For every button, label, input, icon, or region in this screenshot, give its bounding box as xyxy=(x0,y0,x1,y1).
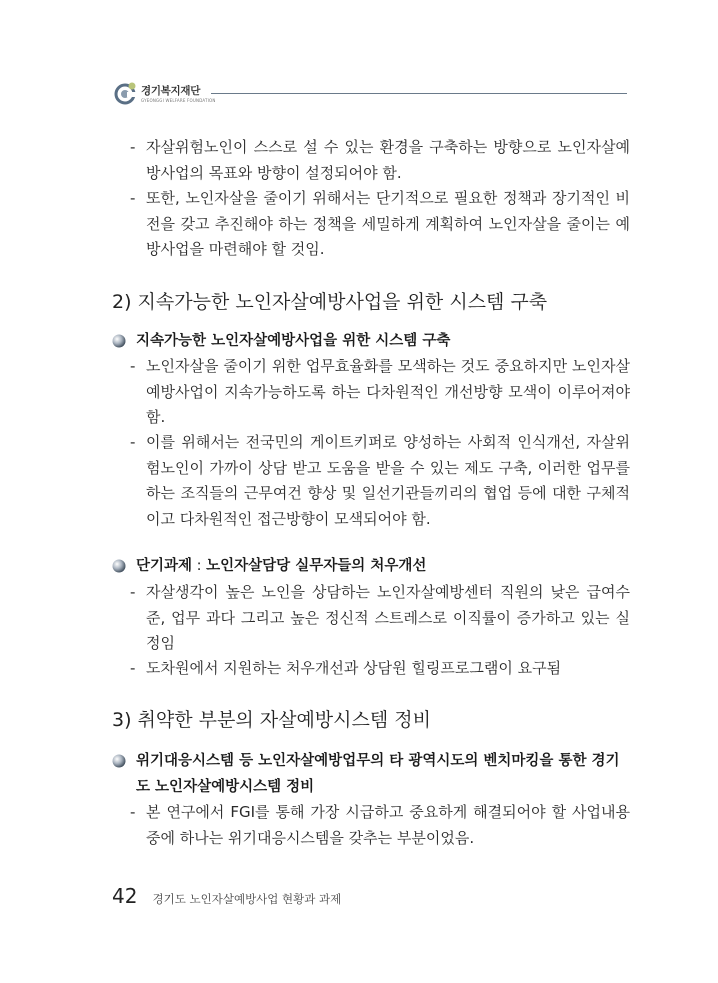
dash-marker: - xyxy=(130,357,136,375)
bullet-label: 단기과제 xyxy=(136,558,193,574)
list-item-text: 자살위험노인이 스스로 설 수 있는 환경을 구축하는 방향으로 노인자살예방사업의 목표와 방향이 설정되어야 함. xyxy=(146,138,630,182)
sphere-bullet-icon xyxy=(112,754,126,768)
list-item-text: 이를 위해서는 전국민의 게이트키퍼로 양성하는 사회적 인식개선, 자살위험노인이 가까이 상담 받고 도움을 받을 수 있는 제도 구축, 이러한 업무를 하는 조직들의 근무여건 향상 및 일선기관들끼리의 협업 등에 대한 구체적이고 다차원적인 접근방향이 모색되어야 함. xyxy=(146,433,630,528)
list-item-text: 본 연구에서 FGI를 통해 가장 시급하고 중요하게 해결되어야 할 사업내용 중에 하나는 위기대응시스템을 갖추는 부분이었음. xyxy=(146,803,630,847)
label-separator: : xyxy=(192,558,207,574)
list-item xyxy=(130,580,630,657)
list-item xyxy=(130,186,630,263)
section-3-heading: 3) 취약한 부분의 자살예방시스템 정비 xyxy=(112,709,431,731)
dash-marker: - xyxy=(130,583,136,601)
header-divider xyxy=(211,93,627,94)
section-2-heading: 2) 지속가능한 노인자살예방사업을 위한 시스템 구축 xyxy=(112,291,548,313)
bullet-heading xyxy=(112,328,632,354)
bullet-heading-text: 지속가능한 노인자살예방사업을 위한 시스템 구축 xyxy=(136,333,451,349)
page-footer xyxy=(112,884,341,908)
bullet-heading xyxy=(112,748,632,800)
sphere-bullet-icon xyxy=(112,334,126,348)
list-item xyxy=(130,800,630,851)
list-item-text: 또한, 노인자살을 줄이기 위해서는 단기적으로 필요한 정책과 장기적인 비전을 갖고 추진해야 하는 정책을 세밀하게 계획하여 노인자살을 줄이는 예방사업을 마련해야 할 것임. xyxy=(146,189,630,258)
list-item-text: 자살생각이 높은 노인을 상담하는 노인자살예방센터 직원의 낮은 급여수준, 업무 과다 그리고 높은 정신적 스트레스로 이직률이 증가하고 있는 실정임 xyxy=(146,583,630,652)
list-item xyxy=(130,135,630,186)
list-item xyxy=(130,430,630,532)
running-title: 경기도 노인자살예방사업 현황과 과제 xyxy=(152,892,342,906)
page-header xyxy=(113,78,633,112)
dash-marker: - xyxy=(130,659,136,677)
dash-marker: - xyxy=(130,433,136,451)
list-item xyxy=(130,354,630,431)
logo-subtext: GYEONGGI WELFARE FOUNDATION xyxy=(141,98,216,103)
foundation-logo-icon xyxy=(113,80,139,106)
dash-marker: - xyxy=(130,138,136,156)
list-item-text: 도차원에서 지원하는 처우개선과 상담원 힐링프로그램이 요구됨 xyxy=(146,659,562,677)
logo-text: 경기복지재단 xyxy=(141,85,201,97)
list-item-text: 노인자살을 줄이기 위한 업무효율화를 모색하는 것도 중요하지만 노인자살예방사업이 지속가능하도록 하는 다차원적인 개선방향 모색이 이루어져야 함. xyxy=(146,357,630,426)
list-item xyxy=(130,656,630,682)
bullet-heading-text: 노인자살담당 실무자들의 처우개선 xyxy=(206,558,427,574)
sphere-bullet-icon xyxy=(112,559,126,573)
bullet-heading-text: 위기대응시스템 등 노인자살예방업무의 타 광역시도의 벤치마킹을 통한 경기도 노인자살예방시스템 정비 xyxy=(136,753,620,795)
dash-marker: - xyxy=(130,189,136,207)
dash-marker: - xyxy=(130,803,136,821)
bullet-heading xyxy=(112,553,632,579)
page-number: 42 xyxy=(112,884,138,908)
